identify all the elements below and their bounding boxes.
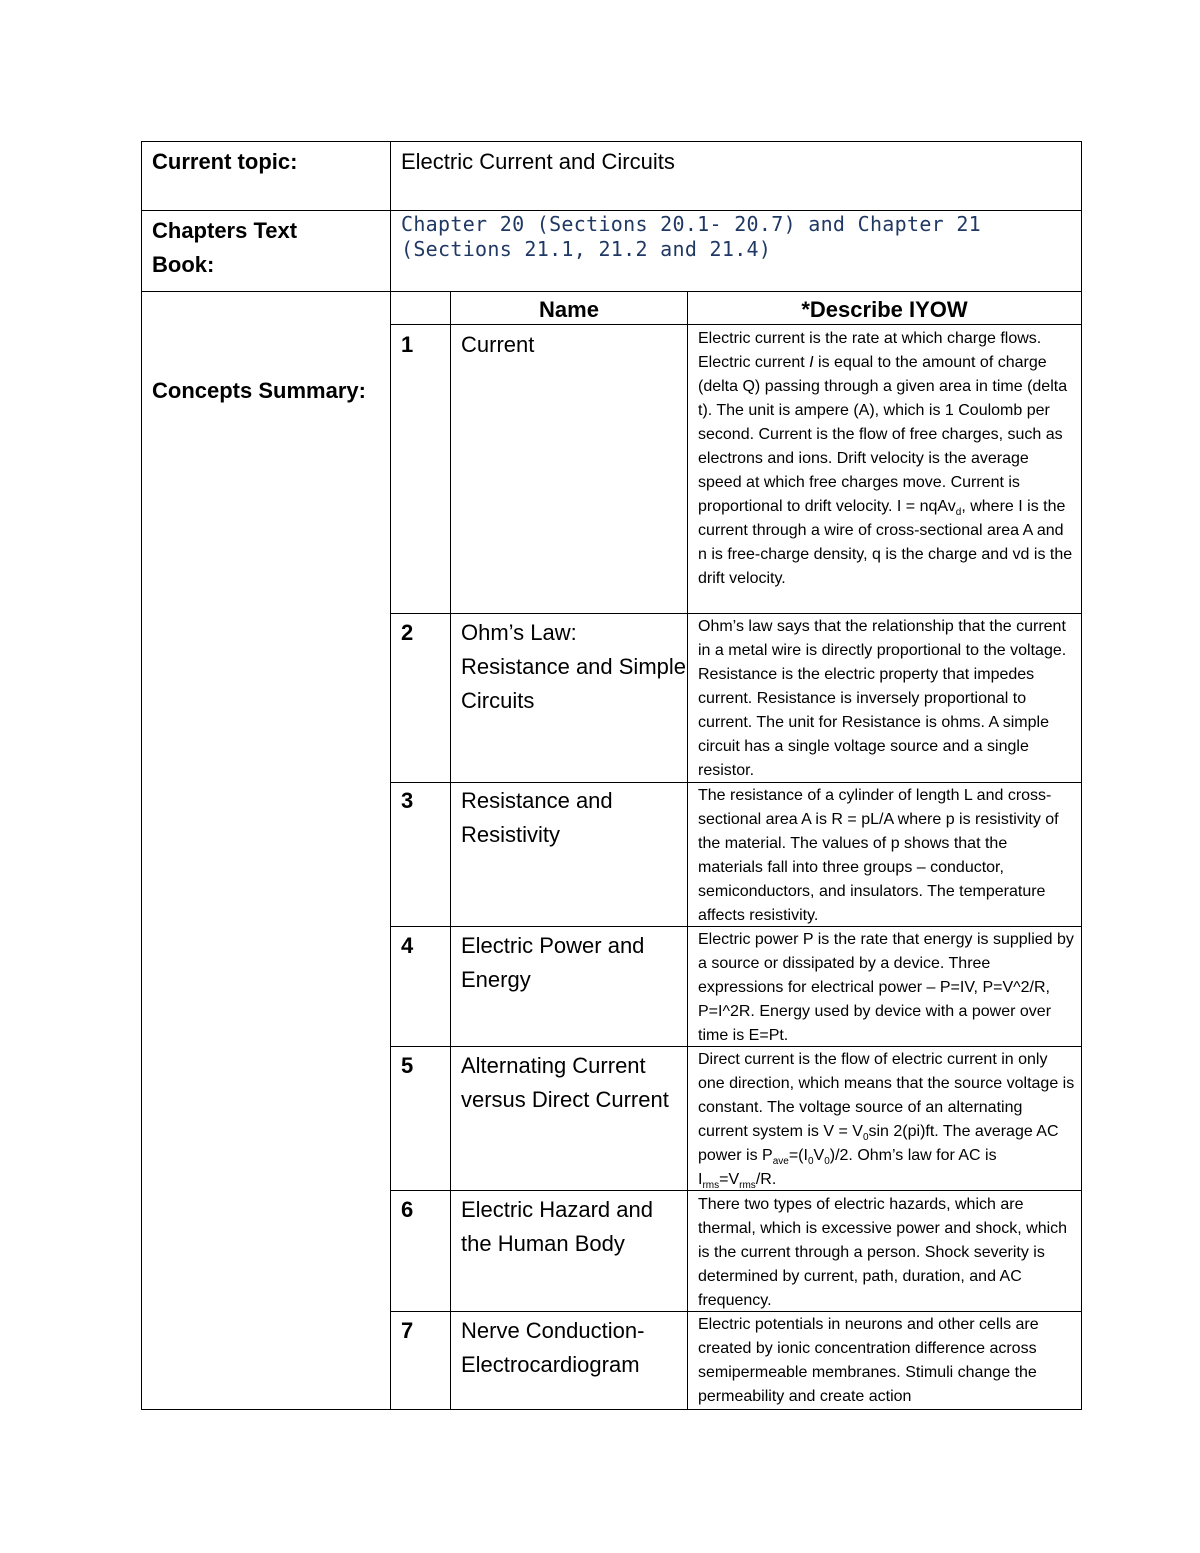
row-number: 3: [401, 788, 414, 813]
column-header-describe: *Describe IYOW: [801, 297, 968, 322]
concept-name: Electric Power and Energy: [461, 933, 645, 992]
concept-description: There two types of electric hazards, which are thermal, which is excessive power and shock, which is the current through a person. Shock severity is determined by current, path, duration, and AC frequency.: [698, 1196, 1068, 1309]
row-divider-1: [391, 613, 1082, 614]
column-header-name: Name: [539, 297, 599, 322]
concept-description: Electric current is the rate at which charge flows. Electric current I is equal to the amount of charge (delta Q) passing through a given area in time (delta t). The unit is ampere (A), which is 1 Coulomb per second. Current is the flow of free charges, such as electrons and ions. Drift velocity is the average speed at which free charges move. Current is proportional to drift velocity. I = nqAv$_d$, where I is the current through a wire of cross-sectional area A and n is free-charge density, q is the charge and vd is the drift velocity.: [698, 330, 1073, 587]
chapters-label-line2: Book:: [152, 252, 215, 277]
concept-name: Nerve Conduction-Electrocardiogram: [461, 1318, 645, 1377]
row-number: 1: [401, 332, 414, 357]
topic-value: Electric Current and Circuits: [401, 149, 675, 174]
row-number: 7: [401, 1318, 414, 1343]
concepts-summary-label: Concepts Summary:: [152, 378, 366, 403]
row-divider-chapters: [141, 291, 1082, 292]
row-number: 6: [401, 1197, 414, 1222]
concept-description: Electric potentials in neurons and other cells are created by ionic concentration difference across semipermeable membranes. Stimuli change the permeability and create action: [698, 1316, 1039, 1405]
row-number: 2: [401, 620, 414, 645]
concept-description: Direct current is the flow of electric current in only one direction, which means that the source voltage is constant. The voltage source of an alternating current system is $V = V_0\sin$ 2(pi)ft. The average AC power is $P_{ave}=(I_0V_0)/2$. Ohm’s law for AC is $I_{rms}=V_{rms}/R$.: [698, 1051, 1075, 1192]
concept-description: Ohm’s law says that the relationship that the current in a metal wire is directly proportional to the voltage. Resistance is the electric property that impedes current. Resistance is inversely proportional to current. The unit for Resistance is ohms. A simple circuit has a single voltage source and a single resistor.: [698, 618, 1067, 779]
col-divider-name: [687, 291, 688, 1410]
topic-label: Current topic:: [152, 149, 298, 174]
row-divider-topic: [141, 210, 1082, 211]
row-number: 4: [401, 933, 414, 958]
concept-name: Alternating Current versus Direct Current: [461, 1053, 669, 1112]
concept-name: Electric Hazard and the Human Body: [461, 1197, 653, 1256]
col-divider-num: [450, 291, 451, 1410]
concept-description: The resistance of a cylinder of length L and cross-sectional area A is R = pL/A where p is resistivity of the material. The values of p shows that the materials fall into three groups – conductor, semiconductors, and insulators. The temperature affects resistivity.: [698, 787, 1059, 924]
chapters-value: Chapter 20 (Sections 20.1- 20.7) and Chapter 21 (Sections 21.1, 21.2 and 21.4): [401, 212, 982, 261]
concept-name: Resistance and Resistivity: [461, 788, 613, 847]
row-divider-header: [391, 324, 1082, 325]
concept-name: Current: [461, 332, 535, 357]
chapters-label-line1: Chapters Text: [152, 218, 298, 243]
row-number: 5: [401, 1053, 414, 1078]
concept-name: Ohm’s Law: Resistance and Simple Circuits: [461, 620, 687, 713]
concept-description: Electric power P is the rate that energy is supplied by a source or dissipated by a device. Three expressions for electrical power – P=IV, P=V^2/R, P=I^2R. Energy used by device with a power over time is E=Pt.: [698, 931, 1074, 1044]
col-divider-label: [390, 141, 391, 1410]
